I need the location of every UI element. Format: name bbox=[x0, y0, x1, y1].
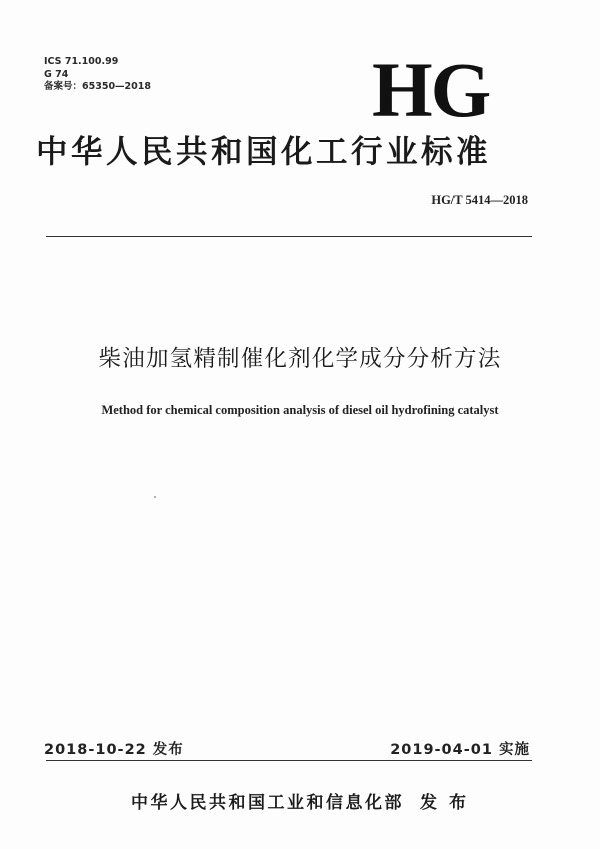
bottom-divider bbox=[46, 760, 532, 761]
publisher-name: 中华人民共和国工业和信息化部 bbox=[131, 793, 405, 813]
top-divider bbox=[46, 236, 532, 237]
hg-logo: HG bbox=[372, 46, 490, 133]
issue-date: 2018-10-22 发布 bbox=[44, 742, 184, 758]
classification-block bbox=[44, 56, 151, 94]
ics-code: ICS 71.100.99 bbox=[44, 56, 119, 67]
filing-number: 备案号：65350—2018 bbox=[44, 81, 151, 92]
document-title-chinese: 柴油加氢精制催化剂化学成分分析方法 bbox=[98, 346, 502, 372]
scan-speck bbox=[154, 496, 156, 498]
publish-label: 发 布 bbox=[420, 793, 469, 813]
standard-body-title: 中华人民共和国化工行业标准 bbox=[36, 134, 492, 170]
implementation-date: 2019-04-01 实施 bbox=[390, 742, 530, 758]
document-title-english: Method for chemical composition analysis of diesel oil hydrofining catalyst bbox=[101, 403, 499, 417]
standard-number: HG/T 5414—2018 bbox=[431, 193, 528, 207]
ccs-code: G 74 bbox=[44, 68, 69, 80]
publisher-line bbox=[0, 788, 600, 813]
